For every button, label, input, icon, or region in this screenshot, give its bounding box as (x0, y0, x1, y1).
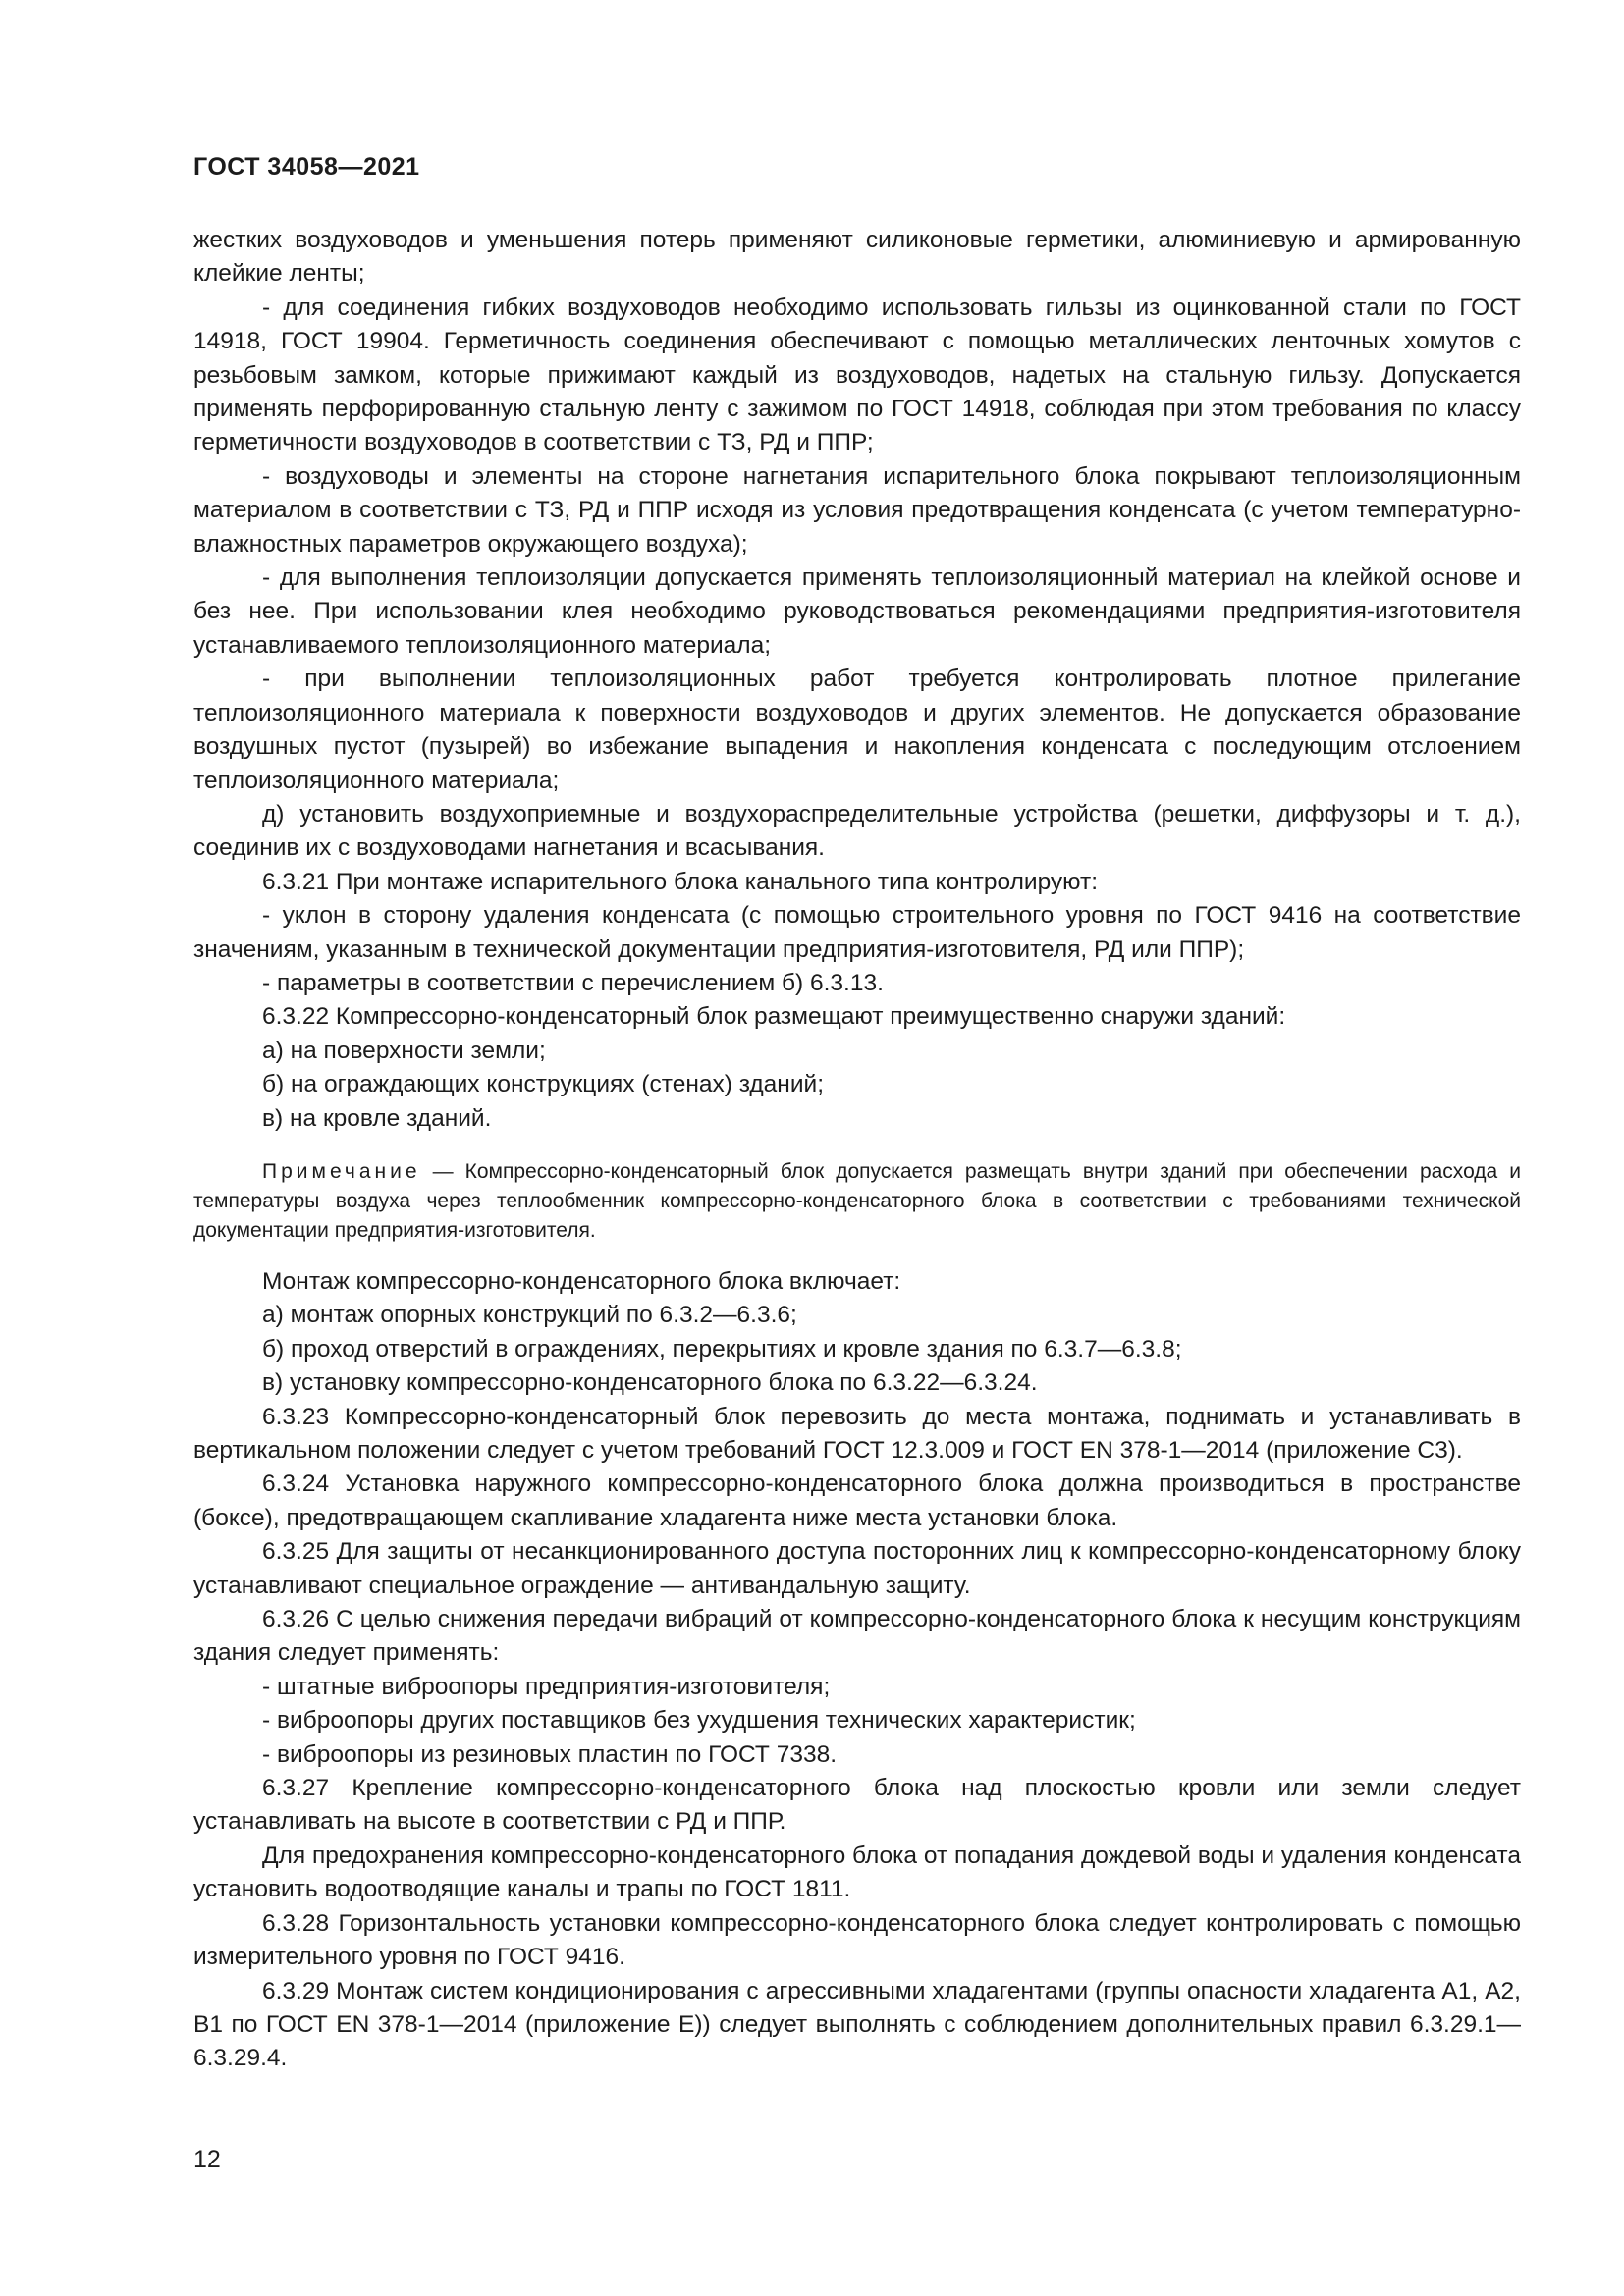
clause-6-3-27: 6.3.27 Крепление компрессорно-конденсаторного блока над плоскостью кровли или земли следует устанавливать на высоте в соответствии с РД и ППР. (193, 1775, 1521, 1836)
clause-6-3-22: 6.3.22 Компрессорно-конденсаторный блок размещают преимущественно снаружи зданий: (262, 1003, 1286, 1031)
note-text: — Компрессорно-конденсаторный блок допускается размещать внутри зданий при обеспечении расхода и температуры воздуха через теплообменник компрессорно-конденсаторного блока в соответствии с требованиями технической документации предприятия-изготовителя. (193, 1159, 1521, 1242)
list-item: в) на кровле зданий. (262, 1104, 492, 1132)
list-item: - для соединения гибких воздуховодов необходимо использовать гильзы из оцинкованной стали по ГОСТ 14918, ГОСТ 19904. Герметичность соединения обеспечивают с помощью металлических ленточных хомутов с резьбовым замком, которые прижимают каждый из воздуховодов, надетых на стальную гильзу. Допускается применять перфорированную стальную ленту с зажимом по ГОСТ 14918, соблюдая при этом требования по классу герметичности воздуховодов в соответствии с ТЗ, РД и ППР; (193, 294, 1521, 456)
list-item: - штатные виброопоры предприятия-изготовителя; (262, 1673, 831, 1700)
clause-6-3-24: 6.3.24 Установка наружного компрессорно-конденсаторного блока должна производиться в пространстве (боксе), предотвращающем скапливание хладагента ниже места установки блока. (193, 1470, 1521, 1531)
list-item: д) установить воздухоприемные и воздухораспределительные устройства (решетки, диффузоры и т. д.), соединив их с воздуховодами нагнетания и всасывания. (193, 800, 1521, 862)
clause-6-3-25: 6.3.25 Для защиты от несанкционированного доступа посторонних лиц к компрессорно-конденсаторному блоку устанавливают специальное ограждение — антивандальную защиту. (193, 1538, 1521, 1599)
page-number: 12 (193, 2146, 221, 2173)
paragraph: жестких воздуховодов и уменьшения потерь применяют силиконовые герметики, алюминиевую и армированную клейкие ленты; (193, 227, 1521, 288)
list-item: - параметры в соответствии с перечислением б) 6.3.13. (262, 969, 884, 996)
clause-6-3-28: 6.3.28 Горизонтальность установки компрессорно-конденсаторного блока следует контролировать с помощью измерительного уровня по ГОСТ 9416. (193, 1909, 1521, 1971)
list-item: - виброопоры других поставщиков без ухудшения технических характеристик; (262, 1707, 1136, 1735)
list-item: - уклон в сторону удаления конденсата (с помощью строительного уровня по ГОСТ 9416 на соответствие значениям, указанным в технической документации предприятия-изготовителя, РД или ППР); (193, 902, 1521, 963)
list-item: - виброопоры из резиновых пластин по ГОСТ 7338. (262, 1740, 837, 1768)
list-item: - воздуховоды и элементы на стороне нагнетания испарительного блока покрывают теплоизоляционным материалом в соответствии с ТЗ, РД и ППР исходя из условия предотвращения конденсата (с учетом температурно-влажностных параметров окружающего воздуха); (193, 462, 1521, 558)
document-body (193, 224, 1521, 2076)
paragraph: Монтаж компрессорно-конденсаторного блока включает: (262, 1267, 901, 1295)
list-item: - для выполнения теплоизоляции допускается применять теплоизоляционный материал на клейкой основе и без нее. При использовании клея необходимо руководствоваться рекомендациями предприятия-изготовителя устанавливаемого теплоизоляционного материала; (193, 564, 1521, 659)
list-item: а) монтаж опорных конструкций по 6.3.2—6.3.6; (262, 1302, 797, 1329)
document-header: ГОСТ 34058—2021 (193, 153, 420, 181)
list-item: в) установку компрессорно-конденсаторного блока по 6.3.22—6.3.24. (262, 1369, 1038, 1397)
clause-6-3-21: 6.3.21 При монтаже испарительного блока канального типа контролируют: (262, 868, 1099, 895)
clause-6-3-26: 6.3.26 С целью снижения передачи вибраций от компрессорно-конденсаторного блока к несущим конструкциям здания следует применять: (193, 1606, 1521, 1667)
clause-6-3-29: 6.3.29 Монтаж систем кондиционирования с агрессивными хладагентами (группы опасности хладагента А1, А2, В1 по ГОСТ EN 378-1—2014 (приложение Е)) следует выполнять с соблюдением дополнительных правил 6.3.29.1—6.3.29.4. (193, 1977, 1521, 2072)
list-item: - при выполнении теплоизоляционных работ требуется контролировать плотное прилегание теплоизоляционного материала к поверхности воздуховодов и других элементов. Не допускается образование воздушных пустот (пузырей) во избежание выпадения и накопления конденсата с последующим отслоением теплоизоляционного материала; (193, 666, 1521, 794)
note-label: Примечание (262, 1159, 421, 1183)
paragraph: Для предохранения компрессорно-конденсаторного блока от попадания дождевой воды и удаления конденсата установить водоотводящие каналы и трапы по ГОСТ 1811. (193, 1842, 1521, 1903)
list-item: а) на поверхности земли; (262, 1037, 546, 1064)
list-item: б) проход отверстий в ограждениях, перекрытиях и кровле здания по 6.3.7—6.3.8; (262, 1335, 1182, 1362)
list-item: б) на ограждающих конструкциях (стенах) зданий; (262, 1071, 825, 1098)
note (193, 1157, 1521, 1246)
clause-6-3-23: 6.3.23 Компрессорно-конденсаторный блок перевозить до места монтажа, поднимать и устанавливать в вертикальном положении следует с учетом требований ГОСТ 12.3.009 и ГОСТ EN 378-1—2014 (приложение С3). (193, 1403, 1521, 1464)
